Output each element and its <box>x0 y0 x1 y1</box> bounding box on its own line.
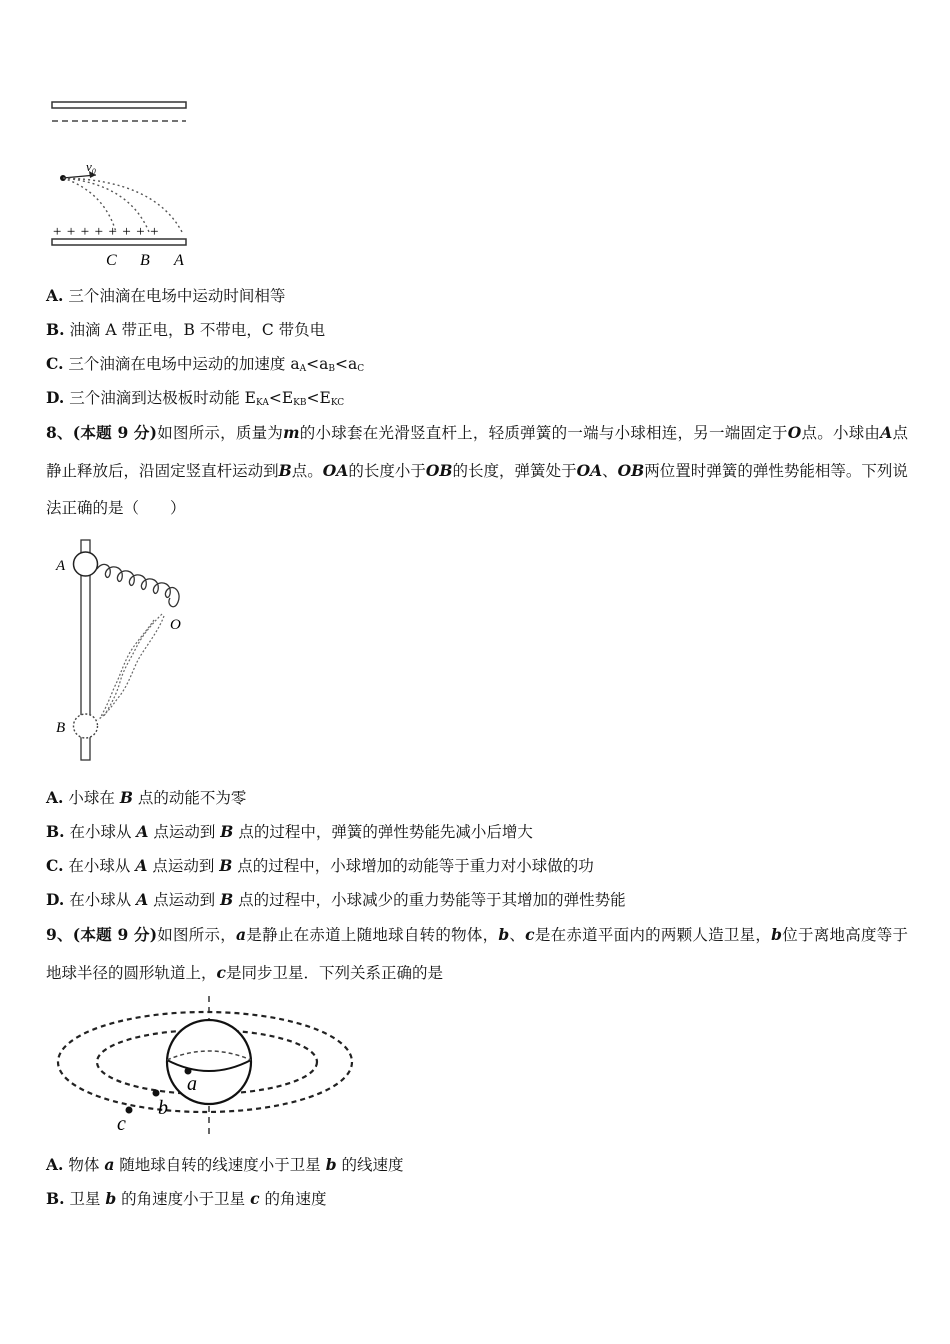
upper-plate <box>52 102 186 108</box>
q9-option-b: B. 卫星 b 的角速度小于卫星 c 的角速度 <box>46 1189 327 1208</box>
label-c: c <box>117 1113 126 1135</box>
option-text: 点运动到 <box>148 823 221 841</box>
option-text: 三个油滴到达极板时动能 E <box>69 389 256 407</box>
earth <box>167 1020 251 1104</box>
stem-text: 如图所示， <box>157 926 237 944</box>
var-a: a <box>236 925 247 944</box>
option-letter: C <box>46 856 59 875</box>
var-oa: OA <box>576 461 603 480</box>
var-c: c <box>250 1189 260 1208</box>
option-text: 油滴 A 带正电，B 不带电，C 带负电 <box>69 321 326 339</box>
stem-text: 是静止在赤道上随地球自转的物体， <box>246 926 499 944</box>
satellite-b <box>153 1090 160 1097</box>
question-number: 8 <box>46 423 57 442</box>
var-b: B <box>219 856 233 875</box>
var-oa: OA <box>322 461 349 480</box>
subscript: A <box>299 364 307 374</box>
option-text: 在小球从 <box>68 857 136 875</box>
subscript: B <box>328 364 335 374</box>
option-text: 点的动能不为零 <box>132 789 247 807</box>
var-o: O <box>787 423 802 442</box>
label-o: O <box>170 617 181 633</box>
q7-option-a: A. 三个油滴在电场中运动时间相等 <box>46 286 286 305</box>
option-letter: D <box>46 388 59 407</box>
option-text: <E <box>268 389 294 407</box>
option-text: <a <box>306 355 329 373</box>
option-text: 点运动到 <box>147 857 220 875</box>
subscript: KB <box>293 398 307 408</box>
v0-label: $v_0$ <box>86 159 96 176</box>
option-text: <a <box>334 355 358 373</box>
stem-text: 是在赤道平面内的两颗人造卫星， <box>534 926 772 944</box>
subscript: C <box>357 364 365 374</box>
option-text: 卫星 <box>69 1190 106 1208</box>
var-a: A <box>136 890 149 909</box>
stretched-spring-dashed <box>98 614 164 720</box>
stem-text: 点。小球由 <box>801 424 881 442</box>
stem-text: 位于离地高度等于地球半径的圆形轨道上， <box>46 926 908 982</box>
q9-option-a: A. 物体 a 随地球自转的线速度小于卫星 b 的线速度 <box>46 1155 404 1174</box>
spring-coils <box>97 564 179 606</box>
var-a: A <box>880 423 893 442</box>
option-letter: A <box>46 1155 59 1174</box>
label-a: A <box>56 558 66 574</box>
option-letter: B <box>46 822 60 841</box>
label-a: A <box>174 252 184 269</box>
plus-signs: + + + + + + + + <box>52 224 160 240</box>
option-text: 小球在 <box>68 789 120 807</box>
question-header: (本题 9 分) <box>72 423 157 442</box>
subscript: KA <box>255 398 269 408</box>
var-m: m <box>283 423 300 442</box>
option-letter: A <box>46 788 59 807</box>
stem-text: 两位置时弹簧的弹性势能相等。下列说法正确的是（ ） <box>46 462 908 517</box>
q8-option-b: B. 在小球从 A 点运动到 B 点的过程中，弹簧的弹性势能先减小后增大 <box>46 822 533 841</box>
ball-a <box>74 552 98 576</box>
spring-rod-figure <box>50 536 200 766</box>
option-text: 的线速度 <box>336 1156 404 1174</box>
satellite-c <box>126 1107 133 1114</box>
option-text: 物体 <box>68 1156 105 1174</box>
option-text: 在小球从 <box>69 823 137 841</box>
stem-text: 点静止释放后，沿固定竖直杆运动到 <box>46 424 908 480</box>
label-b: B <box>56 720 66 736</box>
stem-text: 、 <box>602 462 618 480</box>
option-text: 随地球自转的线速度小于卫星 <box>114 1156 326 1174</box>
q8-stem: 8、(本题 9 分)如图所示，质量为m的小球套在光滑竖直杆上，轻质弹簧的一端与小球相连，另一端固定于O点。小球由A点静止释放后，沿固定竖直杆运动到B点。OA的长度小于OB的长度，弹簧处于OA、OB两位置时弹簧的弹性势能相等。下列说法正确的是（ ） <box>46 423 908 517</box>
stem-text: 的长度小于 <box>348 462 426 480</box>
option-letter: D <box>46 890 59 909</box>
oil-drop-plates-figure <box>44 92 204 272</box>
var-b: B <box>220 890 234 909</box>
q8-option-a: A. 小球在 B 点的动能不为零 <box>46 788 247 807</box>
option-text: 在小球从 <box>69 891 137 909</box>
option-text: <E <box>306 389 331 407</box>
stem-text: 如图所示，质量为 <box>156 424 284 442</box>
stem-text: 点。 <box>291 462 323 480</box>
var-a: a <box>104 1155 115 1174</box>
option-text: 三个油滴在电场中运动的加速度 a <box>68 355 300 373</box>
label-b: b <box>158 1097 168 1119</box>
stem-text: 的小球套在光滑竖直杆上，轻质弹簧的一端与小球相连，另一端固定于 <box>299 424 788 442</box>
q7-option-c: C. 三个油滴在电场中运动的加速度 $a_A<a_B<a_C$ <box>46 354 365 374</box>
var-c: c <box>216 963 226 982</box>
q9-stem: 9、(本题 9 分)如图所示，a是静止在赤道上随地球自转的物体，b、c是在赤道平面内的两颗人造卫星，b位于离地高度等于地球半径的圆形轨道上，c是同步卫星．下列关系正确的是 <box>46 925 908 982</box>
var-c: c <box>525 925 535 944</box>
option-text: 的角速度 <box>259 1190 327 1208</box>
q8-option-d: D. 在小球从 A 点运动到 B 点的过程中，小球减少的重力势能等于其增加的弹性势能 <box>46 890 626 909</box>
option-text: 点的过程中，小球增加的动能等于重力对小球做的功 <box>232 857 594 875</box>
option-letter: A <box>46 286 59 305</box>
var-b: b <box>105 1189 117 1208</box>
option-text: 的角速度小于卫星 <box>116 1190 251 1208</box>
var-b: B <box>278 461 292 480</box>
q7-option-b: B. 油滴 A 带正电，B 不带电，C 带负电 <box>46 320 326 339</box>
var-ob: OB <box>425 461 453 480</box>
option-text: 三个油滴在电场中运动时间相等 <box>68 287 286 305</box>
ball-b <box>74 714 98 738</box>
subscript: KC <box>330 398 345 408</box>
var-ob: OB <box>617 461 645 480</box>
label-a: a <box>187 1073 197 1095</box>
earth-orbits-figure <box>50 990 370 1140</box>
option-text: 点运动到 <box>148 891 221 909</box>
question-number: 9 <box>46 925 57 944</box>
option-text: 点的过程中，弹簧的弹性势能先减小后增大 <box>233 823 533 841</box>
option-letter: C <box>46 354 59 373</box>
var-b: B <box>119 788 133 807</box>
question-header: (本题 9 分) <box>72 925 158 944</box>
label-c: C <box>106 252 117 269</box>
option-letter: B <box>46 1189 60 1208</box>
var-b: b <box>325 1155 337 1174</box>
option-letter: B <box>46 320 60 339</box>
var-a: A <box>136 822 149 841</box>
var-a: A <box>135 856 148 875</box>
var-b: b <box>498 925 510 944</box>
q7-option-d: D. 三个油滴到达极板时动能 $E_{KA}<E_{KB}<E_{KC}$ <box>46 388 345 408</box>
stem-text: 的长度，弹簧处于 <box>452 462 577 480</box>
option-text: 点的过程中，小球减少的重力势能等于其增加的弹性势能 <box>233 891 626 909</box>
var-b: B <box>220 822 234 841</box>
label-b: B <box>140 252 150 269</box>
q8-option-c: C. 在小球从 A 点运动到 B 点的过程中，小球增加的动能等于重力对小球做的功 <box>46 856 594 875</box>
var-b: b <box>771 925 782 944</box>
stem-text: 、 <box>509 926 526 944</box>
stem-text: 是同步卫星．下列关系正确的是 <box>225 964 443 982</box>
